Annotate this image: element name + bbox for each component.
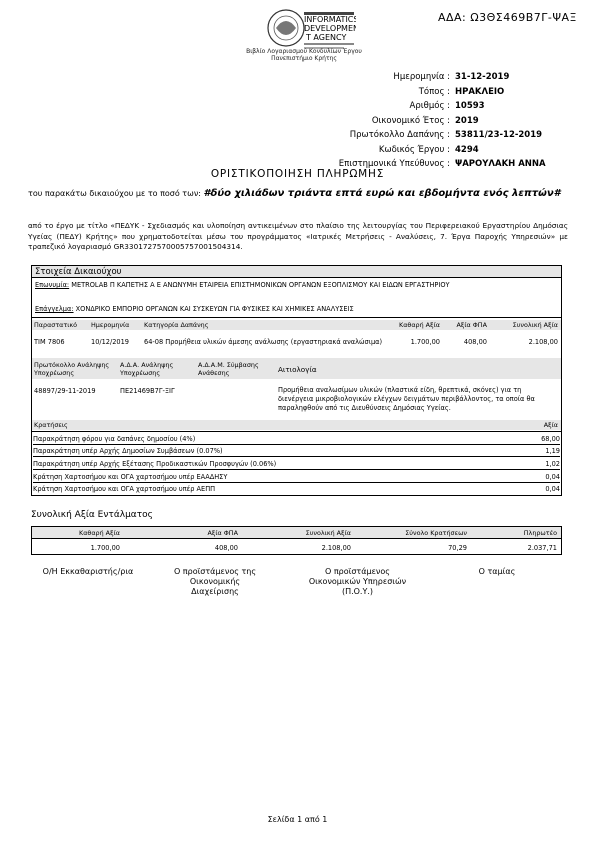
invoice-date: 10/12/2019 (91, 338, 130, 346)
logo-line-2: DEVELOPMEN (304, 24, 356, 33)
name-value: METROLAB Π ΚΑΠΕΤΗΣ Α Ε ΑΝΩΝΥΜΗ ΕΤΑΙΡΕΙΑ ΕΠΙΣΤΗΜΟΝΙΚΩΝ ΟΡΓΑΝΩΝ ΕΞΟΠΛΙΣΜΟΥ ΚΑΙ ΕΙΔΩΝ ΕΡΓΑΣΤΗΡΙΟΥ (71, 281, 450, 289)
meta-value: 2019 (455, 115, 479, 126)
logo-line-1: INFORMATICS (304, 15, 356, 24)
col-net: Καθαρή Αξία (399, 321, 440, 329)
totals-table (31, 526, 562, 555)
deduction-row (33, 484, 560, 495)
commitment-protocol: 48897/29-11-2019 (34, 387, 96, 395)
meta-label: Αριθμός : (409, 101, 450, 112)
meta-row-place (300, 85, 570, 100)
invoice-net: 1.700,00 (410, 338, 440, 346)
profession-value: ΧΟΝΔΡΙΚΟ ΕΜΠΟΡΙΟ ΟΡΓΑΝΩΝ ΚΑΙ ΣΥΣΚΕΥΩΝ ΓΙΑ ΦΥΣΙΚΕΣ ΚΑΙ ΧΗΜΙΚΕΣ ΑΝΑΛΥΣΕΙΣ (75, 305, 354, 313)
signature-clearer: Ο/Η Εκκαθαριστής/ρια (42, 567, 134, 576)
meta-row-protocol (300, 128, 570, 143)
logo-subtitle (230, 48, 378, 62)
deduction-label: Παρακράτηση υπέρ Αρχής Δημοσίων Συμβάσεων (0.07%) (33, 447, 223, 455)
meta-row-project-code (300, 143, 570, 158)
name-label: Επωνυμία: (35, 281, 70, 289)
invoice-vat: 408,00 (463, 338, 487, 346)
page-footer: Σελίδα 1 από 1 (267, 815, 328, 824)
deduction-row (33, 459, 560, 470)
intro-line (28, 188, 568, 199)
meta-value: ΨΑΡΟΥΛΑΚΗ ΑΝΝΑ (455, 159, 546, 170)
meta-row-date (300, 70, 570, 85)
divider (31, 317, 562, 318)
meta-value: 10593 (455, 101, 485, 112)
meta-label: Ημερομηνία : (393, 72, 450, 83)
deduction-label: Κράτηση Χαρτοσήμου και ΟΓΑ χαρτοσήμου υπέρ ΑΕΠΠ (33, 485, 216, 493)
project-description: από το έργο με τίτλο «ΠΕΔΥΚ - Σχεδιασμός και υλοποίηση αντικειμένων στο πλαίσιο της λειτουργίας του Περιφερειακού Εργαστηρίου Δημόσιας Υγείας (ΠΕΔΥ) Κρήτης» που χρηματοδοτείται μέσω του προγράμματος «Ιατρικές Μετρήσεις - Αναλύσεις, 7. Έργα Παροχής Υπηρεσιών» με τραπεζικό λογαριασμό GR3301727570005757001504314. (28, 221, 568, 251)
beneficiary-name (35, 281, 515, 290)
totals-col-payable: Πληρωτέο (523, 529, 557, 537)
col-ada-commitment: Α.Δ.Α. Ανάληψης Υποχρέωσης (120, 361, 174, 377)
deduction-label: Παρακράτηση φόρου για δαπάνες δημοσίου (4%) (33, 435, 196, 443)
meta-value: 31-12-2019 (455, 72, 510, 83)
invoice-category: 64-08 Προμήθεια υλικών άμεσης ανάλωσης (εργαστηριακά αναλώσιμα) (144, 338, 383, 346)
meta-row-number (300, 99, 570, 114)
document-title: ΟΡΙΣΤΙΚΟΠΟΙΗΣΗ ΠΛΗΡΩΜΗΣ (210, 168, 385, 180)
totals-title: Συνολική Αξία Εντάλματος (31, 510, 153, 520)
col-total: Συνολική Αξία (512, 321, 558, 329)
meta-value: 4294 (455, 144, 479, 155)
deduction-row (33, 446, 560, 457)
signature-treasurer: Ο ταμίας (478, 567, 516, 576)
col-adam-contract: Α.Δ.Α.Μ. Σύμβασης Ανάθεσης (198, 361, 259, 377)
col-date: Ημερομηνία (91, 321, 130, 329)
logo-small-2: Πανεπιστήμιο Κρήτης (271, 55, 337, 62)
col-protocol: Πρωτόκολλο Ανάληψης Υποχρέωσης (34, 361, 110, 377)
invoice-total: 2.108,00 (528, 338, 558, 346)
commitment-ada: ΠΕ21469Β7Γ-ΞΙΓ (120, 387, 175, 395)
totals-deductions: 70,29 (448, 544, 467, 552)
intro-prefix: του παρακάτω δικαιούχου με το ποσό των: (28, 189, 201, 198)
meta-label: Τόπος : (418, 86, 450, 97)
signature-financial-services: Ο προϊστάμενος Οικονομικών Υπηρεσιών (Π.Ο.Υ.) (308, 567, 407, 596)
meta-block (300, 70, 570, 172)
totals-payable: 2.037,71 (527, 544, 557, 552)
deductions-header: Κρατήσεις (34, 421, 68, 429)
deduction-label: Κράτηση Χαρτοσήμου και ΟΓΑ χαρτοσήμου υπέρ ΕΑΑΔΗΣΥ (33, 473, 228, 481)
deduction-row (33, 434, 560, 445)
invoice-doc: ΤΙΜ 7806 (34, 338, 65, 346)
meta-label: Πρωτόκολλο Δαπάνης : (349, 130, 450, 141)
meta-label: Κωδικός Έργου : (378, 144, 450, 155)
col-document: Παραστατικό (34, 321, 78, 329)
divider (31, 431, 562, 432)
meta-label: Οικονομικό Έτος : (371, 115, 450, 126)
totals-vat: 408,00 (214, 544, 238, 552)
totals-col-deductions: Σύνολο Κρατήσεων (405, 529, 467, 537)
totals-col-net: Καθαρή Αξία (79, 529, 120, 537)
col-category: Κατηγορία Δαπάνης (144, 321, 209, 329)
col-vat: Αξία ΦΠΑ (456, 321, 487, 329)
meta-label: Επιστημονικά Υπεύθυνος : (338, 159, 450, 170)
meta-row-year (300, 114, 570, 129)
deduction-value: 1,02 (545, 460, 560, 468)
totals-net: 1.700,00 (90, 544, 120, 552)
logo-line-3: T AGENCY (306, 33, 347, 42)
totals-total: 2.108,00 (321, 544, 351, 552)
col-justification: Αιτιολογία (278, 365, 317, 374)
beneficiary-section-title: Στοιχεία Δικαιούχου (31, 265, 562, 277)
signature-financial-management: Ο προϊστάμενος της Οικονομικής Διαχείρισης (173, 567, 257, 596)
commitment-justification: Προμήθεια αναλωσίμων υλικών (πλαστικά είδη, θρεπτικά, σκόνες) για τη διενέργεια μικροβιολογικών ελέγχων δειγμάτων περιβάλλοντος, τα οποία θα παραληφθούν από τις Διευθύνσεις Δημόσιας Υγείας. (278, 386, 535, 412)
profession-label: Επάγγελμα: (35, 305, 74, 313)
ada-code: ΑΔΑ: Ω3ΘΣ469Β7Γ-ΨΑΞ (437, 11, 577, 24)
deduction-label: Παρακράτηση υπέρ Αρχής Εξέτασης Προδικαστικών Προσφυγών (0.06%) (33, 460, 277, 468)
logo-small-1: Βιβλίο Λογαριασμού Κονδυλίων Έργου (246, 48, 362, 55)
meta-value: 53811/23-12-2019 (455, 130, 543, 141)
deduction-value: 0,04 (545, 485, 560, 493)
deduction-value: 1,19 (545, 447, 560, 455)
totals-col-total: Συνολική Αξία (305, 529, 351, 537)
amount-in-words: #δύο χιλιάδων τριάντα επτά ευρώ και εβδομήντα ενός λεπτών# (203, 188, 561, 199)
deductions-value-header: Αξία (543, 421, 558, 429)
beneficiary-profession (35, 305, 515, 314)
totals-col-vat: Αξία ΦΠΑ (207, 529, 238, 537)
deduction-value: 68,00 (541, 435, 560, 443)
deduction-row (33, 472, 560, 483)
deductions-header-bg (32, 420, 561, 430)
meta-value: ΗΡΑΚΛΕΙΟ (455, 86, 505, 97)
deduction-value: 0,04 (545, 473, 560, 481)
